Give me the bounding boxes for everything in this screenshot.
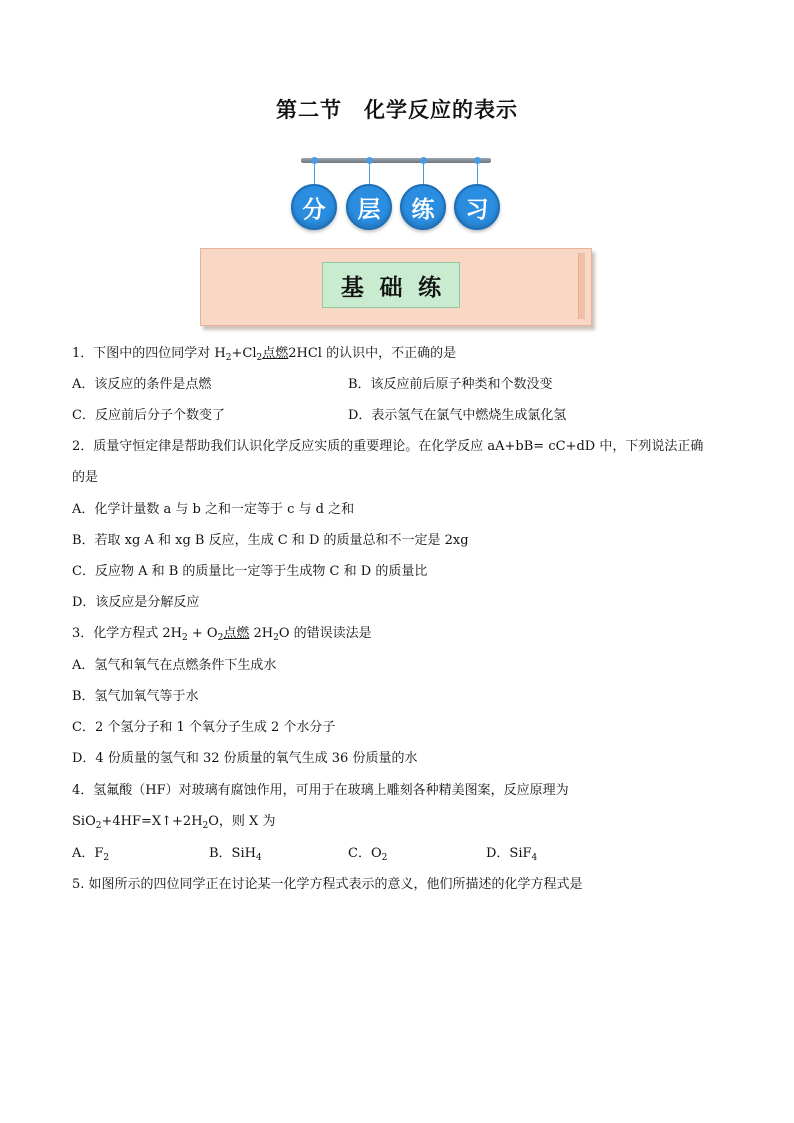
hanger-string (423, 163, 424, 184)
page-title: 第二节 化学反应的表示 (276, 98, 518, 122)
q4-option-c: C．$O_2$ (348, 846, 388, 863)
q4-option-b: B．SiH$_4$ (209, 846, 262, 863)
hanger-string (314, 163, 315, 184)
q1-option-d: D．表示氢气在氯气中燃烧生成氯化氢 (348, 408, 567, 423)
q1-option-c: C．反应前后分子个数变了 (72, 408, 225, 423)
q4-option-a: A．$F_2$ (72, 846, 110, 863)
q5-stem: 5. 如图所示的四位同学正在讨论某一化学方程式表示的意义，他们所描述的化学方程式是 (72, 877, 583, 892)
q1-option-a: A．该反应的条件是点燃 (72, 377, 212, 392)
q3-option-b: B．氢气加氧气等于水 (72, 689, 199, 704)
q2-option-c: C．反应物 A 和 B 的质量比一定等于生成物 C 和 D 的质量比 (72, 564, 428, 579)
hanger-string (477, 163, 478, 184)
q4-stem: 4．氢氟酸（HF）对玻璃有腐蚀作用，可用于在玻璃上雕刻各种精美图案，反应原理为 (72, 783, 569, 798)
q2-option-d: D．该反应是分解反应 (72, 595, 200, 610)
hanger-bar (301, 158, 491, 163)
q2-stem-cont: 的是 (72, 470, 99, 485)
hanger-string (369, 163, 370, 184)
section-label-char: 础 (379, 274, 403, 301)
section-label-char: 练 (418, 274, 442, 301)
q2-stem: 2．质量守恒定律是帮助我们认识化学反应实质的重要理论。在化学反应 aA+bB= cC+dD 中，下列说法正确 (72, 439, 704, 454)
header-circle-1: 分 (291, 184, 337, 230)
q2-option-a: A．化学计量数 a 与 b 之和一定等于 c 与 d 之和 (72, 502, 355, 517)
header-circle-2: 层 (346, 184, 392, 230)
q3-option-a: A．氢气和氧气在点燃条件下生成水 (72, 658, 277, 673)
section-label (322, 262, 460, 308)
q4-option-d: D．SiF$_4$ (486, 846, 538, 863)
q4-equation: $SiO_2+4HF=X↑+2H_2O$，则 X 为 (72, 814, 276, 831)
section-label-char: 基 (340, 274, 364, 301)
banner-edge (578, 253, 585, 319)
q2-option-b: B．若取 xg A 和 xg B 反应，生成 C 和 D 的质量总和不一定是 2xg (72, 533, 469, 548)
header-circle-4: 习 (454, 184, 500, 230)
q3-stem: 3．化学方程式 $2H_2 + O_2$点燃 $2H_2O$ 的错误读法是 (72, 626, 372, 643)
q1-option-b: B．该反应前后原子种类和个数没变 (348, 377, 553, 392)
header-circle-3: 练 (400, 184, 446, 230)
q3-option-d: D．4 份质量的氢气和 32 份质量的氧气生成 36 份质量的水 (72, 751, 418, 766)
q1-stem: 1．下图中的四位同学对 $H_2+Cl_2$点燃2HCl 的认识中，不正确的是 (72, 346, 457, 363)
q3-option-c: C．2 个氢分子和 1 个氧分子生成 2 个水分子 (72, 720, 336, 735)
